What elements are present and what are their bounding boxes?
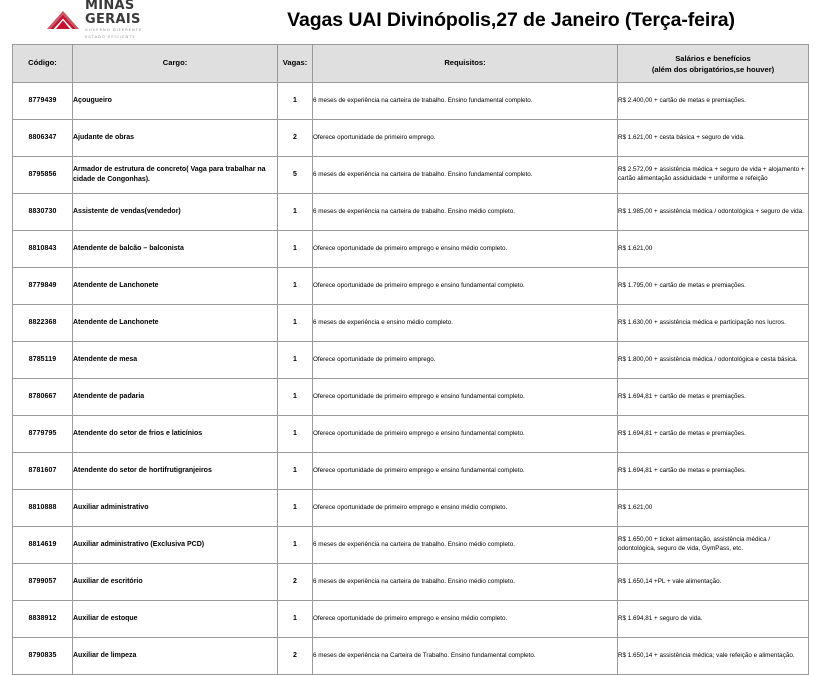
table-row	[13, 453, 809, 490]
cell-vagas: 1	[278, 416, 313, 453]
cell-salarios: R$ 1.621,00	[618, 231, 809, 268]
cell-vagas: 1	[278, 527, 313, 564]
cell-cargo: Atendente de Lanchonete	[73, 305, 278, 342]
cell-salarios: R$ 1.650,00 + ticket alimentação, assistência médica / odontológica, seguro de vida, GymPass, etc.	[618, 527, 809, 564]
cell-cargo: Atendente de Lanchonete	[73, 268, 278, 305]
cell-requisitos: 6 meses de experiência na carteira de trabalho. Ensino médio completo.	[313, 194, 618, 231]
cell-salarios: R$ 2.572,09 + assistência médica + seguro de vida + alojamento + cartão alimentação assiduidade + uniforme e refeição	[618, 157, 809, 194]
page-title: Vagas UAI Divinópolis,27 de Janeiro (Terça-feira)	[287, 8, 735, 31]
cell-requisitos: Oferece oportunidade de primeiro emprego e ensino fundamental completo.	[313, 379, 618, 416]
cell-cargo: Auxiliar de limpeza	[73, 638, 278, 675]
table-row	[13, 83, 809, 120]
column-header-codigo: Código:	[13, 45, 73, 83]
logo-line-minas: MINAS	[85, 0, 135, 14]
cell-requisitos: 6 meses de experiência na carteira de trabalho. Ensino médio completo.	[313, 527, 618, 564]
column-header-cargo: Cargo:	[73, 45, 278, 83]
table-header-row	[13, 45, 809, 83]
table-body	[13, 83, 809, 675]
cell-salarios: R$ 1.621,00 + cesta básica + seguro de vida.	[618, 120, 809, 157]
government-logo	[12, 0, 208, 41]
cell-vagas: 1	[278, 601, 313, 638]
cell-cargo: Açougueiro	[73, 83, 278, 120]
table-row	[13, 305, 809, 342]
logo-line-gerais: GERAIS	[85, 11, 141, 27]
table-row	[13, 490, 809, 527]
column-header-salarios	[618, 45, 809, 83]
table-row	[13, 194, 809, 231]
cell-requisitos: Oferece oportunidade de primeiro emprego e ensino fundamental completo.	[313, 453, 618, 490]
cell-salarios: R$ 1.630,00 + assistência médica e participação nos lucros.	[618, 305, 809, 342]
cell-codigo: 8779849	[13, 268, 73, 305]
cell-codigo: 8790835	[13, 638, 73, 675]
cell-salarios: R$ 1.694,81 + seguro de vida.	[618, 601, 809, 638]
document-header	[0, 0, 820, 40]
cell-vagas: 2	[278, 638, 313, 675]
cell-salarios: R$ 1.985,00 + assistência médica / odontológica + seguro de vida.	[618, 194, 809, 231]
cell-vagas: 1	[278, 268, 313, 305]
vacancies-table	[12, 44, 809, 675]
cell-vagas: 1	[278, 83, 313, 120]
cell-vagas: 1	[278, 231, 313, 268]
mountain-triangle-icon	[44, 8, 82, 33]
cell-requisitos: Oferece oportunidade de primeiro emprego e ensino fundamental completo.	[313, 268, 618, 305]
cell-cargo: Auxiliar de escritório	[73, 564, 278, 601]
cell-salarios: R$ 1.650,14 +PL + vale alimentação.	[618, 564, 809, 601]
cell-vagas: 1	[278, 490, 313, 527]
column-header-salarios-line-2: (além dos obrigatórios,se houver)	[651, 64, 775, 74]
cell-codigo: 8822368	[13, 305, 73, 342]
cell-salarios: R$ 1.694,81 + cartão de metas e premiações.	[618, 379, 809, 416]
table-row	[13, 268, 809, 305]
cell-vagas: 1	[278, 379, 313, 416]
table-row	[13, 638, 809, 675]
cell-salarios: R$ 1.621,00	[618, 490, 809, 527]
cell-codigo: 8814619	[13, 527, 73, 564]
cell-salarios: R$ 1.650,14 + assistência médica; vale refeição e alimentação.	[618, 638, 809, 675]
cell-vagas: 1	[278, 305, 313, 342]
cell-salarios: R$ 1.694,81 + cartão de metas e premiações.	[618, 453, 809, 490]
cell-cargo: Auxiliar administrativo (Exclusiva PCD)	[73, 527, 278, 564]
column-header-vagas: Vagas:	[278, 45, 313, 83]
cell-salarios: R$ 2.400,00 + cartão de metas e premiações.	[618, 83, 809, 120]
cell-cargo: Atendente de balcão – balconista	[73, 231, 278, 268]
table-row	[13, 527, 809, 564]
cell-cargo: Assistente de vendas(vendedor)	[73, 194, 278, 231]
cell-vagas: 1	[278, 194, 313, 231]
vacancies-table-container	[12, 44, 808, 675]
cell-codigo: 8830730	[13, 194, 73, 231]
cell-cargo: Atendente do setor de hortifrutigranjeiros	[73, 453, 278, 490]
cell-vagas: 1	[278, 453, 313, 490]
table-row	[13, 416, 809, 453]
cell-salarios: R$ 1.800,00 + assistência médica / odontológica e cesta básica.	[618, 342, 809, 379]
cell-cargo: Auxiliar administrativo	[73, 490, 278, 527]
cell-cargo: Ajudante de obras	[73, 120, 278, 157]
table-row	[13, 120, 809, 157]
cell-requisitos: Oferece oportunidade de primeiro emprego.	[313, 342, 618, 379]
table-row	[13, 231, 809, 268]
cell-requisitos: 6 meses de experiência na carteira de trabalho. Ensino médio completo.	[313, 564, 618, 601]
cell-codigo: 8810843	[13, 231, 73, 268]
cell-codigo: 8838912	[13, 601, 73, 638]
logo-tagline-line-2: ESTADO EFICIENTE	[85, 35, 136, 40]
cell-requisitos: 6 meses de experiência na Carteira de Trabalho. Ensino fundamental completo.	[313, 638, 618, 675]
cell-codigo: 8806347	[13, 120, 73, 157]
cell-codigo: 8779439	[13, 83, 73, 120]
cell-codigo: 8795856	[13, 157, 73, 194]
cell-codigo: 8780667	[13, 379, 73, 416]
cell-requisitos: Oferece oportunidade de primeiro emprego e ensino médio completo.	[313, 490, 618, 527]
cell-vagas: 2	[278, 120, 313, 157]
cell-requisitos: Oferece oportunidade de primeiro emprego e ensino fundamental completo.	[313, 416, 618, 453]
cell-cargo: Auxiliar de estoque	[73, 601, 278, 638]
cell-codigo: 8799057	[13, 564, 73, 601]
cell-requisitos: Oferece oportunidade de primeiro emprego e ensino médio completo.	[313, 231, 618, 268]
column-header-salarios-line-1: Salários e benefícios	[675, 53, 751, 63]
table-row	[13, 379, 809, 416]
table-header	[13, 45, 809, 83]
cell-cargo: Atendente do setor de frios e laticínios	[73, 416, 278, 453]
cell-codigo: 8779795	[13, 416, 73, 453]
cell-cargo: Atendente de padaria	[73, 379, 278, 416]
logo-tagline-line-1: GOVERNO DIFERENTE	[85, 27, 143, 32]
cell-cargo: Atendente de mesa	[73, 342, 278, 379]
cell-vagas: 2	[278, 564, 313, 601]
table-row	[13, 564, 809, 601]
cell-cargo: Armador de estrutura de concreto( Vaga para trabalhar na cidade de Congonhas).	[73, 157, 278, 194]
cell-codigo: 8781607	[13, 453, 73, 490]
cell-salarios: R$ 1.694,81 + cartão de metas e premiações.	[618, 416, 809, 453]
cell-codigo: 8785119	[13, 342, 73, 379]
cell-codigo: 8810888	[13, 490, 73, 527]
cell-requisitos: 6 meses de experiência na carteira de trabalho. Ensino fundamental completo.	[313, 157, 618, 194]
cell-requisitos: 6 meses de experiência e ensino médio completo.	[313, 305, 618, 342]
table-row	[13, 601, 809, 638]
cell-salarios: R$ 1.795,00 + cartão de metas e premiações.	[618, 268, 809, 305]
cell-vagas: 1	[278, 342, 313, 379]
cell-requisitos: Oferece oportunidade de primeiro emprego e ensino médio completo.	[313, 601, 618, 638]
table-row	[13, 342, 809, 379]
cell-vagas: 5	[278, 157, 313, 194]
table-row	[13, 157, 809, 194]
logo-wordmark	[85, 0, 142, 41]
column-header-requisitos: Requisitos:	[313, 45, 618, 83]
cell-requisitos: Oferece oportunidade de primeiro emprego.	[313, 120, 618, 157]
cell-requisitos: 6 meses de experiência na carteira de trabalho. Ensino fundamental completo.	[313, 83, 618, 120]
